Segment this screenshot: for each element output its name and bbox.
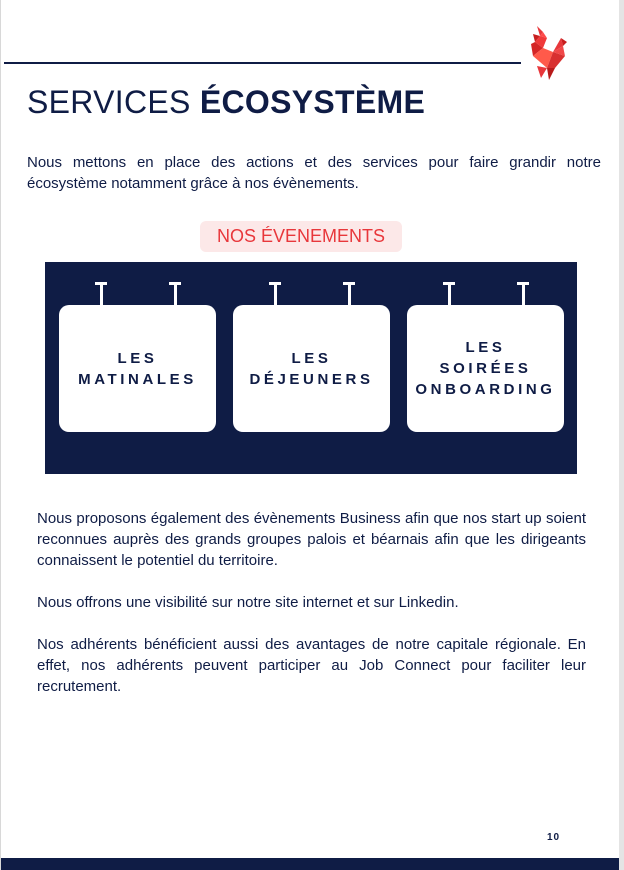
business-events-paragraph: Nous proposons également des évènements Business afin que nos start up soient reconnues auprès des grands groupes palois et béarnais afin que les dirigeants connaissent le potentiel du territoire.	[37, 510, 586, 569]
page-title	[27, 84, 425, 121]
event-card-line: SOIRÉES	[439, 360, 532, 377]
event-card-line: LES	[465, 339, 506, 356]
header-divider	[4, 62, 521, 64]
event-card-line: MATINALES	[78, 370, 197, 388]
event-card-line: LES	[117, 349, 158, 367]
event-card-line: LES	[291, 349, 332, 367]
intro-paragraph: Nous mettons en place des actions et des services pour faire grandir notre écosystème notamment grâce à nos évènements.	[27, 154, 601, 192]
members-benefits-paragraph: Nos adhérents bénéficient aussi des avantages de notre capitale régionale. En effet, nos adhérents peuvent participer au Job Connect pour faciliter leur recrutement.	[37, 636, 586, 695]
event-card-soirees-onboarding	[407, 305, 564, 432]
footer-bar	[1, 858, 620, 870]
event-card-line: DÉJEUNERS	[249, 370, 374, 388]
page-title-bold: ÉCOSYSTÈME	[199, 84, 426, 120]
events-badge: NOS ÉVENEMENTS	[200, 221, 402, 252]
event-card-line: ONBOARDING	[415, 381, 556, 398]
events-panel	[45, 262, 577, 474]
visibility-paragraph: Nous offrons une visibilité sur notre site internet et sur Linkedin.	[37, 594, 459, 611]
page-number: 10	[547, 832, 561, 843]
page-title-light: SERVICES	[27, 84, 200, 120]
event-card-dejeuners	[233, 305, 390, 432]
event-card-matinales	[59, 305, 216, 432]
red-rooster-logo-icon	[523, 24, 569, 82]
page-edge-shadow	[619, 0, 624, 870]
